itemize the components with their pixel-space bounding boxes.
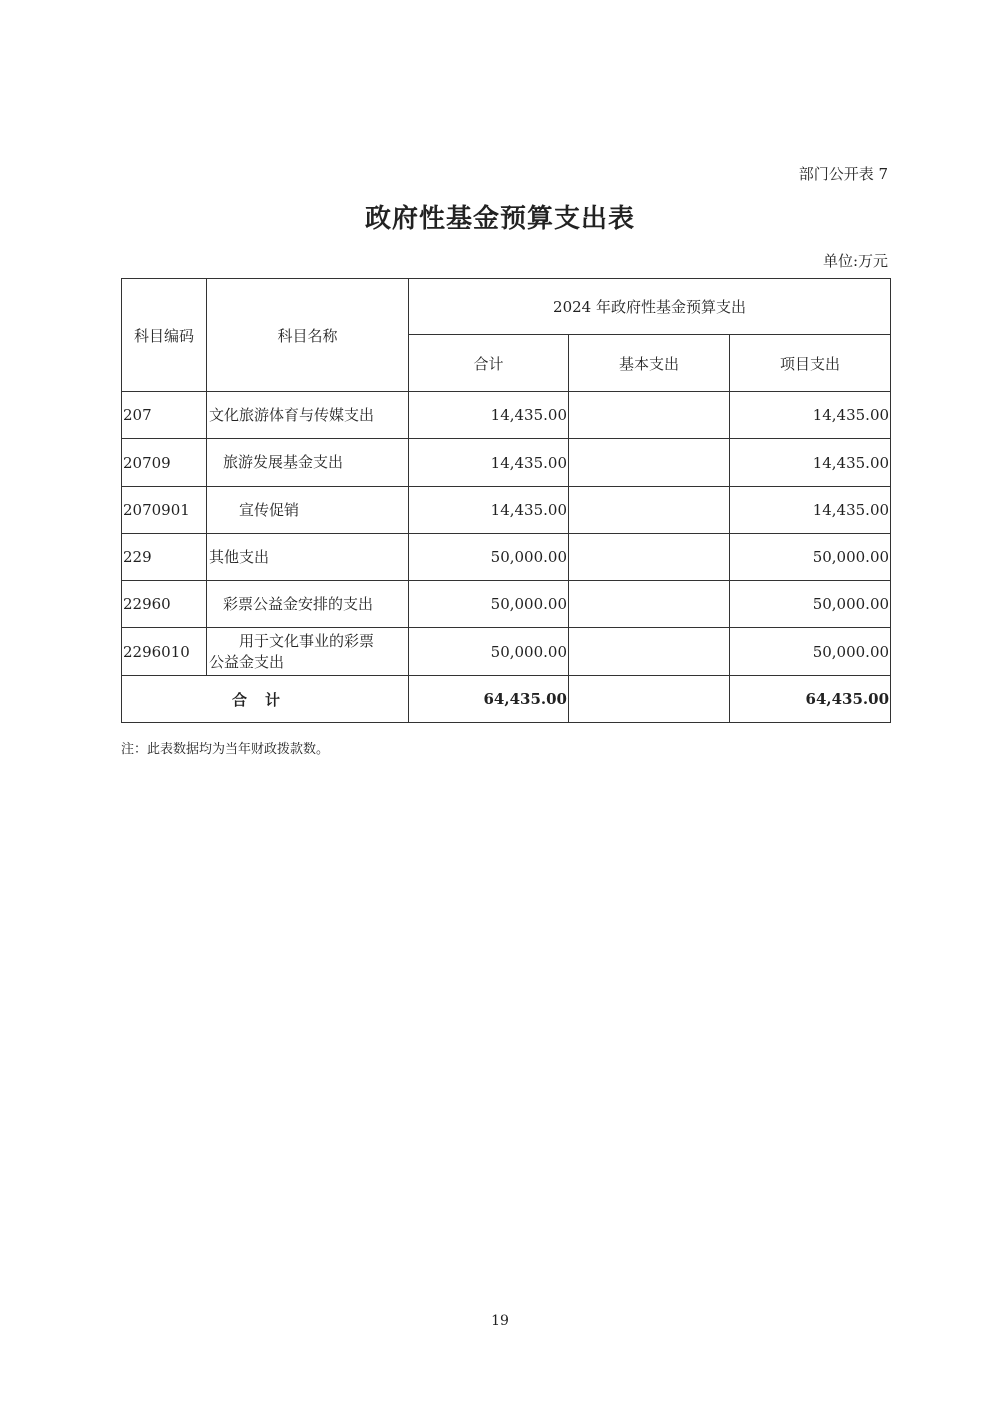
- table-row: [122, 487, 891, 534]
- header-total: 合计: [409, 335, 569, 392]
- header-group: 2024 年政府性基金预算支出: [409, 279, 891, 335]
- row-total: 14,435.00: [409, 487, 569, 534]
- budget-table: [121, 278, 891, 723]
- row-basic: [569, 487, 730, 534]
- row-project: 50,000.00: [730, 534, 891, 581]
- table-row: [122, 439, 891, 487]
- row-code: 2296010: [122, 628, 207, 676]
- row-total: 14,435.00: [409, 392, 569, 439]
- row-basic: [569, 628, 730, 676]
- row-code: 22960: [122, 581, 207, 628]
- row-name-line1: 用于文化事业的彩票: [239, 631, 375, 650]
- row-total: 50,000.00: [409, 581, 569, 628]
- row-total: 50,000.00: [409, 534, 569, 581]
- row-basic: [569, 581, 730, 628]
- row-project: 14,435.00: [730, 392, 891, 439]
- unit-label: 单位:万元: [822, 252, 888, 270]
- table-row: [122, 628, 891, 676]
- row-name: 其他支出: [207, 534, 409, 581]
- row-name: [207, 628, 409, 676]
- row-project: 14,435.00: [730, 487, 891, 534]
- sum-basic: [569, 676, 730, 723]
- table-header-row: [122, 279, 891, 335]
- row-name: 旅游发展基金支出: [207, 439, 409, 487]
- row-basic: [569, 439, 730, 487]
- page-title: 政府性基金预算支出表: [364, 204, 635, 234]
- table-row: [122, 534, 891, 581]
- page-number: 19: [491, 1313, 509, 1329]
- header-basic: 基本支出: [569, 335, 730, 392]
- row-total: 14,435.00: [409, 439, 569, 487]
- row-project: 14,435.00: [730, 439, 891, 487]
- row-code: 20709: [122, 439, 207, 487]
- table-row: [122, 392, 891, 439]
- sum-row: [122, 676, 891, 723]
- row-basic: [569, 534, 730, 581]
- row-project: 50,000.00: [730, 628, 891, 676]
- row-basic: [569, 392, 730, 439]
- row-code: 2070901: [122, 487, 207, 534]
- header-code: 科目编码: [122, 279, 207, 392]
- row-code: 207: [122, 392, 207, 439]
- row-total: 50,000.00: [409, 628, 569, 676]
- sum-project: 64,435.00: [730, 676, 891, 723]
- header-name: 科目名称: [207, 279, 409, 392]
- table-row: [122, 581, 891, 628]
- header-project: 项目支出: [730, 335, 891, 392]
- row-name: 文化旅游体育与传媒支出: [207, 392, 409, 439]
- sum-total: 64,435.00: [409, 676, 569, 723]
- row-name-line2: 公益金支出: [209, 652, 285, 671]
- row-project: 50,000.00: [730, 581, 891, 628]
- table-note: 注：此表数据均为当年财政拨款数。: [121, 742, 330, 757]
- table-number: 部门公开表 7: [798, 165, 888, 183]
- row-name: 宣传促销: [207, 487, 409, 534]
- sum-label: 合计: [122, 676, 409, 723]
- row-code: 229: [122, 534, 207, 581]
- row-name: 彩票公益金安排的支出: [207, 581, 409, 628]
